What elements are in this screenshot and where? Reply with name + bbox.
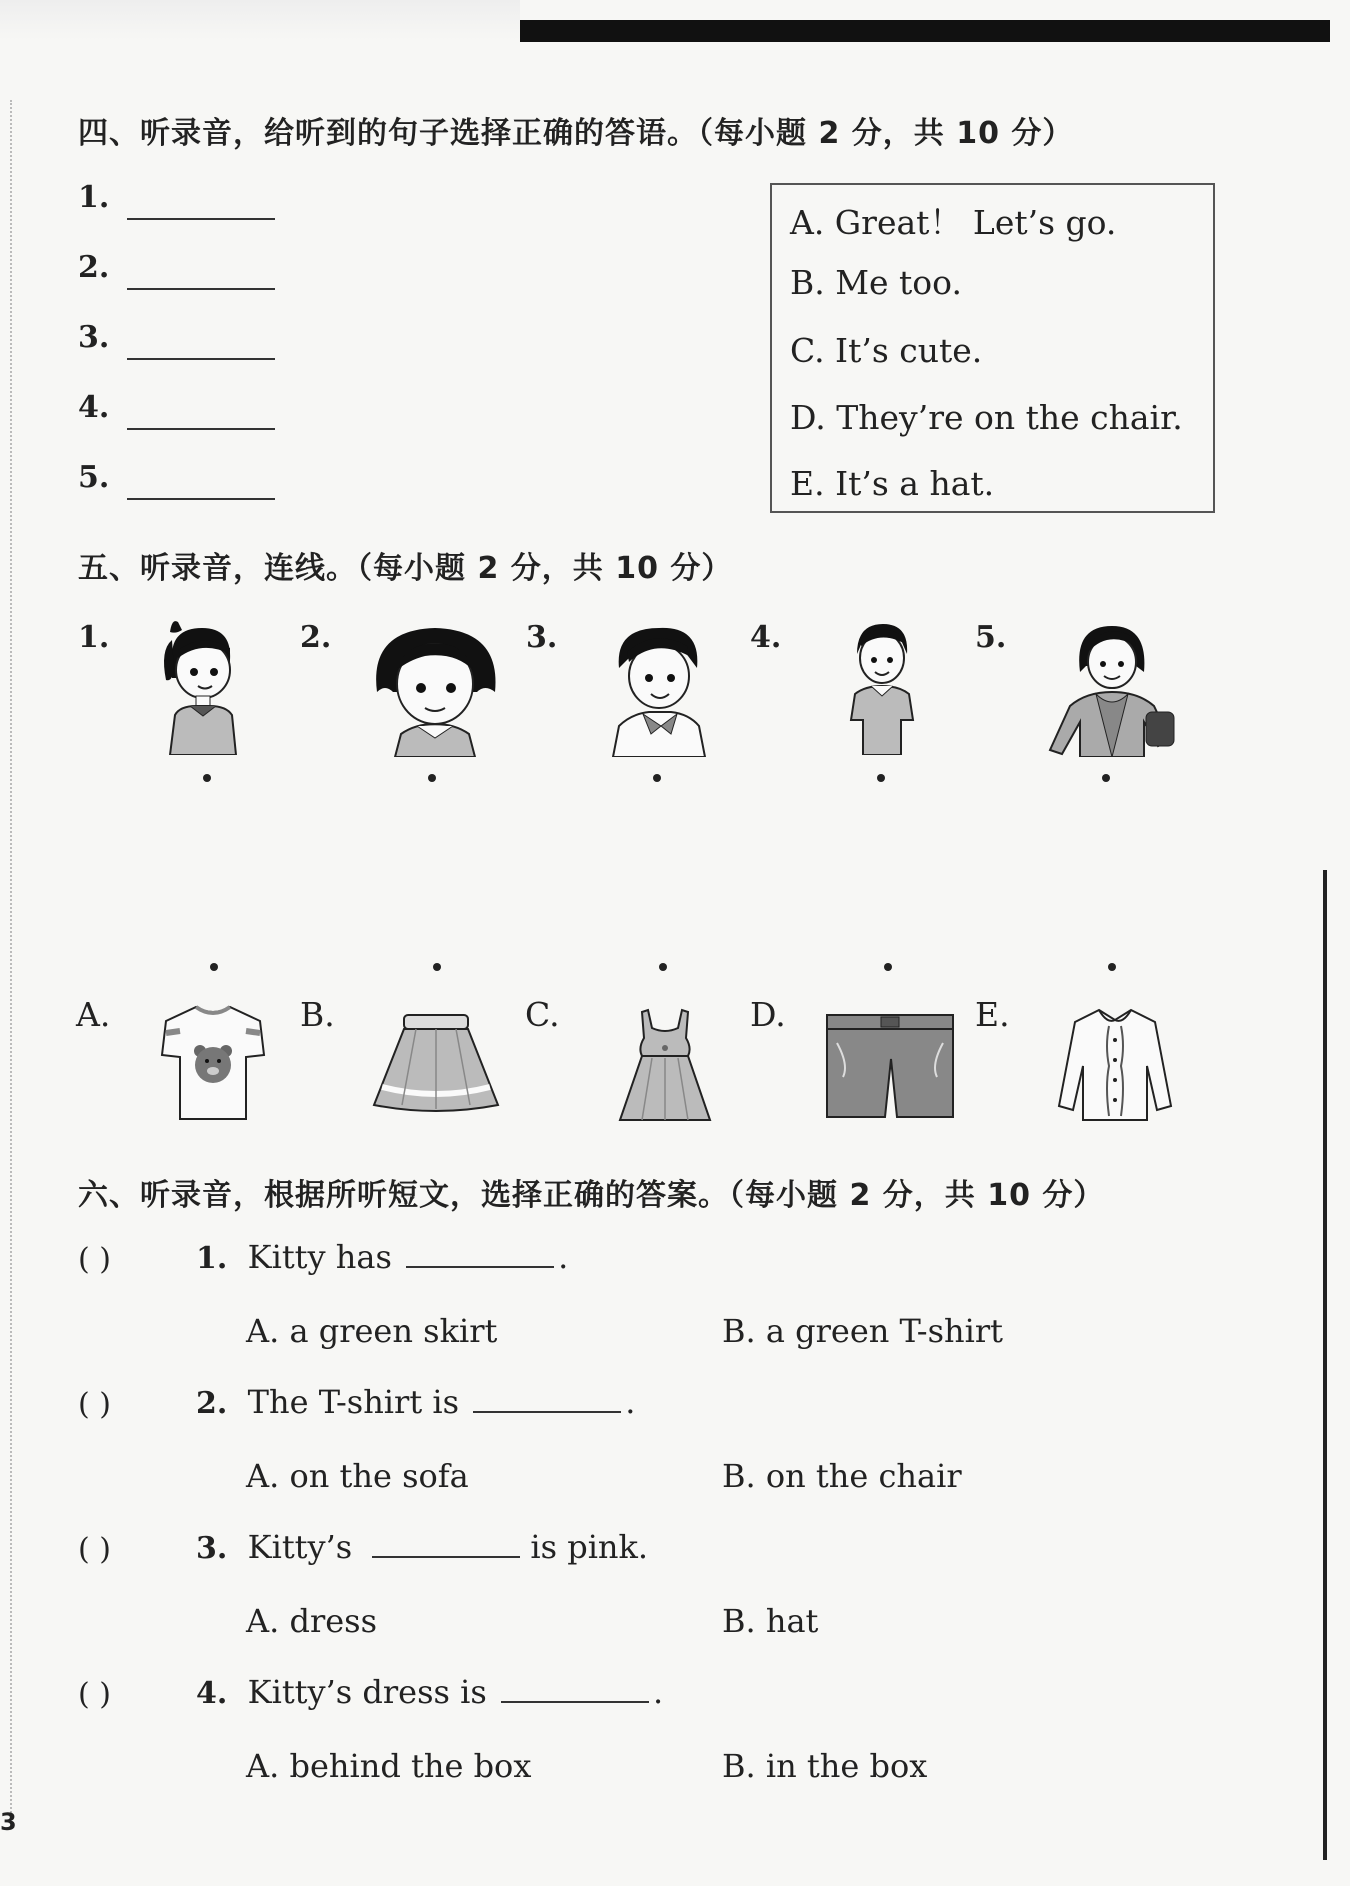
match-dot-clothes-a[interactable] (210, 963, 218, 971)
girl-ponytail-icon (150, 620, 250, 755)
woman-bob-hair-icon (365, 622, 505, 757)
s4-option-b: B. Me too. (790, 263, 962, 302)
clothes-letter-a: A. (76, 995, 111, 1034)
section4-options-box (770, 183, 1215, 513)
s4-blank-3[interactable] (127, 356, 275, 360)
q2-option-b[interactable]: B. on the chair (722, 1457, 962, 1495)
clothes-letter-b: B. (300, 995, 335, 1034)
q3-blank (372, 1554, 520, 1558)
q4-number: 4. (196, 1676, 228, 1711)
page-number: 3 (0, 1808, 17, 1836)
s4-blank-1[interactable] (127, 216, 275, 220)
s4-num-2: 2. (78, 250, 110, 285)
s4-option-c: C. It’s cute. (790, 331, 983, 370)
q2-blank (473, 1409, 621, 1413)
s4-num-3: 3. (78, 320, 110, 355)
s4-num-4: 4. (78, 390, 110, 425)
match-dot-person-2[interactable] (428, 774, 436, 782)
q1-number: 1. (196, 1241, 228, 1276)
s4-blank-4[interactable] (127, 426, 275, 430)
s4-blank-2[interactable] (127, 286, 275, 290)
q4-stem-post: . (652, 1673, 664, 1711)
boy-short-hair-icon (605, 622, 715, 757)
tshirt-bear-icon (160, 1003, 266, 1121)
person-num-5: 5. (975, 620, 1007, 655)
clothes-letter-e: E. (975, 995, 1010, 1034)
match-dot-person-4[interactable] (877, 774, 885, 782)
q3-option-a[interactable]: A. dress (246, 1602, 378, 1640)
q2-answer-paren[interactable]: ( ) (78, 1387, 111, 1422)
q4-answer-paren[interactable]: ( ) (78, 1677, 111, 1712)
q2-stem-post: . (625, 1383, 636, 1421)
q2-stem-pre: The T-shirt is (247, 1383, 460, 1421)
s4-blank-5[interactable] (127, 496, 275, 500)
q1-stem-pre: Kitty has (247, 1238, 392, 1276)
match-dot-clothes-c[interactable] (659, 963, 667, 971)
match-dot-person-1[interactable] (203, 774, 211, 782)
person-num-2: 2. (300, 620, 332, 655)
q3-number: 3. (196, 1531, 228, 1566)
match-dot-person-3[interactable] (653, 774, 661, 782)
match-dot-clothes-e[interactable] (1108, 963, 1116, 971)
q3-stem-pre: Kitty’s (247, 1528, 353, 1566)
q3-option-b[interactable]: B. hat (722, 1602, 819, 1640)
s4-option-a: A. Great！ Let’s go. (790, 203, 1117, 242)
match-dot-clothes-d[interactable] (884, 963, 892, 971)
woman-jacket-icon (1040, 622, 1185, 757)
clothes-letter-c: C. (525, 995, 560, 1034)
q3-stem-post: is pink. (530, 1528, 649, 1566)
q1-option-a[interactable]: A. a green skirt (246, 1312, 498, 1350)
match-dot-clothes-b[interactable] (433, 963, 441, 971)
shorts-icon (825, 1013, 955, 1119)
q4-stem-pre: Kitty’s dress is (247, 1673, 487, 1711)
clothes-letter-d: D. (750, 995, 786, 1034)
section6-heading: 六、听录音，根据所听短文，选择正确的答案。（每小题 2 分，共 10 分） (78, 1178, 1105, 1213)
person-num-4: 4. (750, 620, 782, 655)
q4-option-b[interactable]: B. in the box (722, 1747, 928, 1785)
s4-num-5: 5. (78, 460, 110, 495)
page-top-bar (520, 20, 1330, 42)
s4-option-e: E. It’s a hat. (790, 464, 995, 503)
q2-number: 2. (196, 1386, 228, 1421)
q3-answer-paren[interactable]: ( ) (78, 1532, 111, 1567)
page-right-edge (1323, 870, 1327, 1860)
person-num-3: 3. (526, 620, 558, 655)
section4-heading: 四、听录音，给听到的句子选择正确的答语。（每小题 2 分，共 10 分） (78, 116, 1074, 151)
match-dot-person-5[interactable] (1102, 774, 1110, 782)
binding-dotted-line (10, 100, 12, 1820)
s4-num-1: 1. (78, 180, 110, 215)
q1-answer-paren[interactable]: ( ) (78, 1242, 111, 1277)
q1-stem-post: . (558, 1238, 569, 1276)
q1-blank (406, 1264, 554, 1268)
boy-small-icon (845, 620, 920, 755)
s4-option-d: D. They’re on the chair. (790, 398, 1183, 437)
dress-icon (618, 1008, 712, 1122)
person-num-1: 1. (78, 620, 110, 655)
skirt-icon (372, 1013, 500, 1115)
q4-blank (501, 1699, 649, 1703)
q1-option-b[interactable]: B. a green T-shirt (722, 1312, 1003, 1350)
q2-option-a[interactable]: A. on the sofa (246, 1457, 469, 1495)
section5-heading: 五、听录音，连线。（每小题 2 分，共 10 分） (78, 551, 733, 586)
q4-option-a[interactable]: A. behind the box (246, 1747, 532, 1785)
scan-shadow (0, 0, 520, 40)
blouse-icon (1055, 1006, 1175, 1124)
